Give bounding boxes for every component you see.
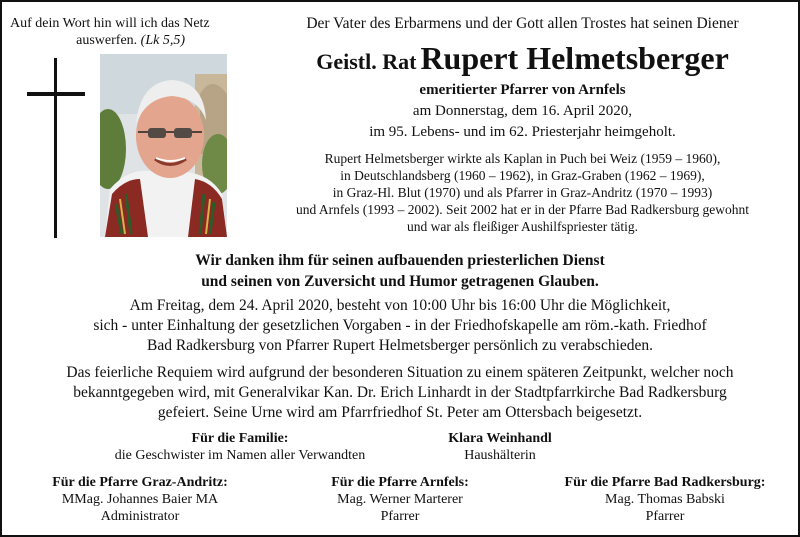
radkersburg-name: Mag. Thomas Babski [605,492,725,507]
bio-line: und Arnfels (1993 – 2002). Seit 2002 hat er in der Pfarre Bad Radkersburg gewohnt [295,202,750,217]
housekeeper-name: Klara Weinhandl [448,431,552,446]
intro-sentence: Der Vater des Erbarmens und der Gott allen Trostes hat seinen Diener [306,15,739,32]
verse-reference: (Lk 5,5) [140,33,185,48]
signature-arnfels [290,474,510,525]
bio-line: Rupert Helmetsberger wirkte als Kaplan in Puch bei Weiz (1959 – 1960), [324,151,721,166]
signature-graz-andritz [20,474,260,525]
housekeeper-role: Haushälterin [464,448,536,463]
bio-line: in Graz-Hl. Blut (1970) und als Pfarrer in Graz-Andritz (1970 – 1993) [332,185,713,200]
bio-line: in Deutschlandsberg (1960 – 1962), in Graz-Graben (1962 – 1969), [340,168,705,183]
requiem-line: gefeiert. Seine Urne wird am Pfarrfriedhof St. Peter am Ottersbach beigesetzt. [157,404,643,421]
deceased-name [250,40,795,77]
biography [250,150,795,235]
name-full: Rupert Helmetsberger [420,40,729,76]
requiem-line: Das feierliche Requiem wird aufgrund der besonderen Situation zu einem späteren Zeitpunkt, welcher noch [66,364,734,381]
thanks-line: und seinen von Zuversicht und Humor getragenen Glauben. [201,273,599,290]
death-date-line: am Donnerstag, dem 16. April 2020, [412,103,633,119]
former-role: emeritierter Pfarrer von Arnfels [419,82,626,98]
arnfels-heading: Für die Pfarre Arnfels: [331,475,469,490]
thanks-line: Wir danken ihm für seinen aufbauenden priesterlichen Dienst [195,252,605,269]
death-age-line: im 95. Lebens- und im 62. Priesterjahr heimgeholt. [369,124,676,140]
signature-family [95,430,385,464]
andritz-heading: Für die Pfarre Graz-Andritz: [52,475,228,490]
andritz-role: Administrator [100,509,180,524]
arnfels-role: Pfarrer [380,509,420,524]
cross-horizontal-bar [27,92,85,96]
family-text: die Geschwister im Namen aller Verwandten [114,448,366,463]
cross-vertical-bar [54,58,57,238]
farewell-paragraph [10,296,790,356]
bible-verse [10,15,210,49]
portrait-photo [100,54,227,237]
requiem-paragraph [10,363,790,423]
andritz-name: MMag. Johannes Baier MA [61,492,219,507]
farewell-line: Am Freitag, dem 24. April 2020, besteht von 10:00 Uhr bis 16:00 Uhr die Möglichkeit, [129,297,671,314]
name-title: Geistl. Rat [316,49,417,74]
verse-line-1: Auf dein Wort hin will ich das Netz [10,16,210,31]
signature-housekeeper [410,430,590,464]
portrait-illustration [100,54,227,237]
thanks-statement [10,250,790,292]
signature-bad-radkersburg [540,474,790,525]
verse-line-2: auswerfen. [76,33,138,48]
farewell-line: Bad Radkersburg von Pfarrer Rupert Helmetsberger persönlich zu verabschieden. [146,337,654,354]
death-announcement [250,80,795,143]
arnfels-name: Mag. Werner Marterer [337,492,463,507]
requiem-line: bekanntgegeben wird, mit Generalvikar Kan. Dr. Erich Linhardt in der Stadtpfarrkirche Bad Radkersburg [73,384,727,401]
bio-line: und war als fleißiger Aushilfspriester tätig. [407,219,638,234]
radkersburg-role: Pfarrer [645,509,685,524]
family-heading: Für die Familie: [191,431,289,446]
farewell-line: sich - unter Einhaltung der gesetzlichen Vorgaben - in der Friedhofskapelle am röm.-kath. Friedhof [93,317,707,334]
radkersburg-heading: Für die Pfarre Bad Radkersburg: [564,475,766,490]
